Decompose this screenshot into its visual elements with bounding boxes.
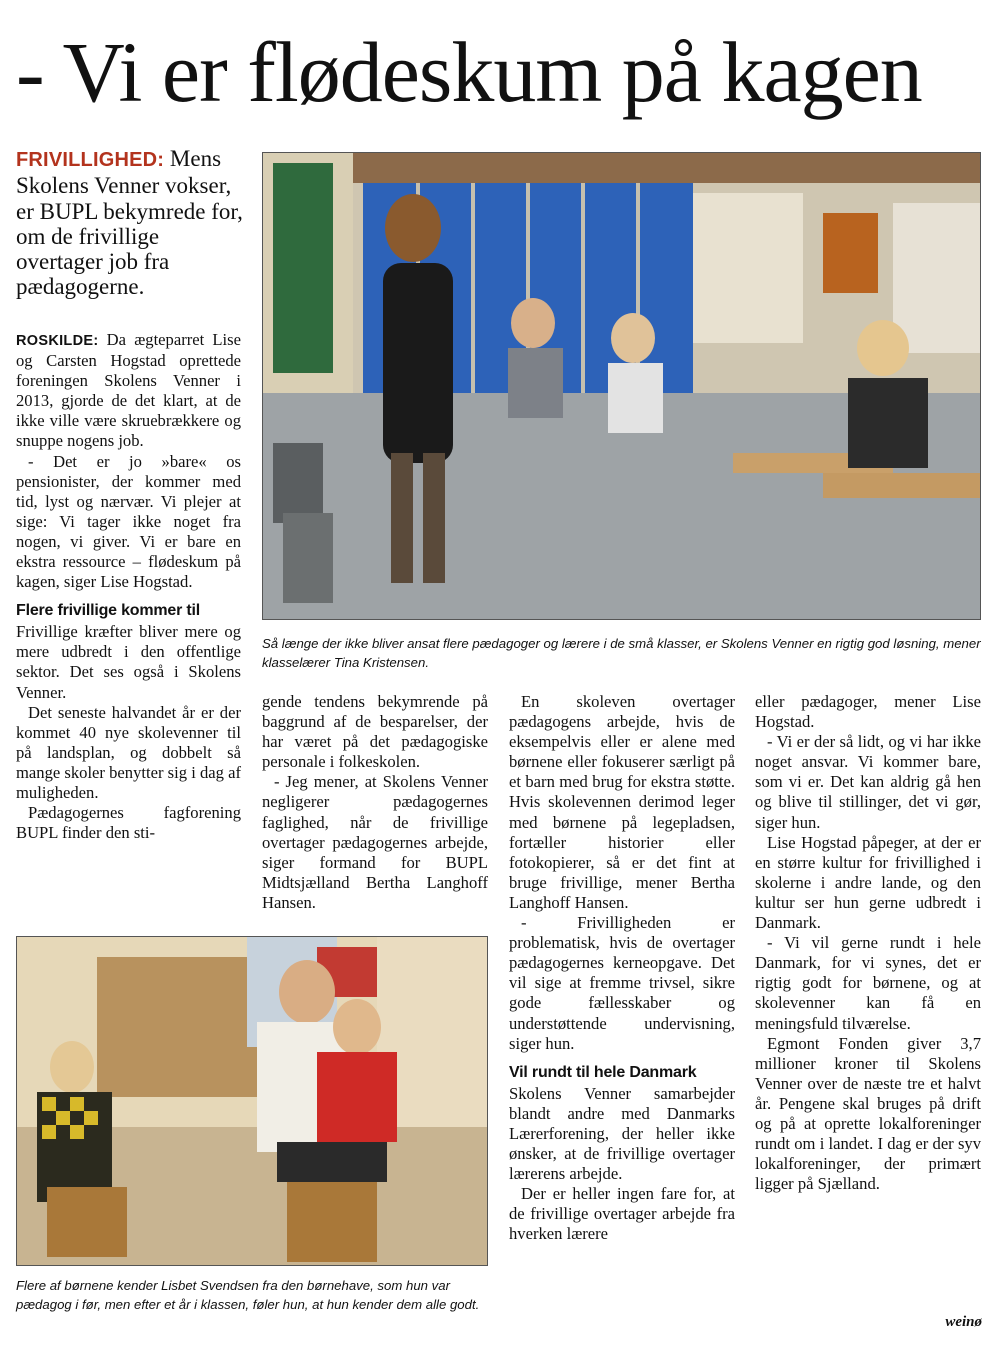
children-photo	[17, 937, 488, 1266]
column-4	[755, 692, 981, 1194]
paragraph: eller pædagoger, mener Lise Hogstad.	[755, 692, 981, 732]
paragraph: Da ægteparret Lise og Carsten Hogstad oprettede foreningen Skolens Venner i 2013, gjorde de det klart, at de ikke ville være skruebrækkere og snuppe nogens job.	[16, 330, 241, 451]
paragraph: gende tendens bekymrende på baggrund af de besparelser, der har været på det pædagogiske personale i folkeskolen.	[262, 692, 488, 772]
paragraph: - Vi er der så lidt, og vi har ikke noget ansvar. Vi kommer bare, som vi er. Det kan aldrig gå hen og blive til stillinger, det vi gør, siger hun.	[755, 732, 981, 832]
author-signature: weinø	[945, 1314, 982, 1330]
main-photo-caption: Så længe der ikke bliver ansat flere pædagoger og lærere i de små klasser, er Skolens Venner en rigtig god løsning, mener klasselærer Tina Kristensen.	[262, 636, 981, 670]
intro-text: Mens Skolens Venner vokser, er BUPL bekymrede for, om de frivillige overtager job fra pædagogerne.	[16, 146, 243, 300]
paragraph: Egmont Fonden giver 3,7 millioner kroner til Skolens Venner over de næste tre et halvt år. Pengene skal bruges på drift og på at oprette lokalforeninger rundt om i landet. I dag er der syv lokalforeninger, der primært ligger på Sjælland.	[755, 1033, 981, 1194]
second-photo-caption: Flere af børnene kender Lisbet Svendsen fra den børnehave, som hun var pædagog i før, men efter et år i klassen, føler hun, at hun kender dem alle godt.	[16, 1278, 480, 1312]
second-photo	[16, 936, 488, 1266]
subhead: Flere frivillige kommer til	[16, 602, 200, 620]
paragraph: Frivillige kræfter bliver mere og mere udbredt i den offentlige sektor. Det ses også i Skolens Venner.	[16, 622, 241, 702]
paragraph: - Vi vil gerne rundt i hele Danmark, for vi synes, det er rigtig godt for børnene, og at skolevenner kan få en meningsfuld tilværelse.	[755, 933, 981, 1033]
intro	[16, 146, 248, 300]
paragraph: Pædagogernes fagforening BUPL finder den sti-	[16, 803, 241, 843]
dateline: ROSKILDE:	[16, 333, 99, 349]
paragraph: En skoleven overtager pædagogens arbejde, hvis de eksempelvis eller er alene med børnene eller fokuserer særligt på et barn med brug for ekstra støtte. Hvis skolevennen derimod leger med børnene på legepladsen, fortæller historier eller fotokopierer, så er det fint at bruge frivillige, mener Bertha Langhoff Hansen.	[509, 692, 735, 912]
headline: - Vi er flødeskum på kagen	[16, 24, 922, 120]
paragraph: - Det er jo »bare« os pensionister, der kommer med tid, lyst og nærvær. Vi plejer at sige: Vi tager ikke noget fra nogen, vi giver. Vi er bare en ekstra ressource – flødeskum på kagen, siger Lise Hogstad.	[16, 451, 241, 592]
main-photo	[262, 152, 981, 620]
paragraph: Skolens Venner samarbejder blandt andre med Danmarks Lærerforening, der heller ikke ønsker, at de frivillige overtager lærerens arbejde.	[509, 1083, 735, 1184]
paragraph: - Jeg mener, at Skolens Venner negligerer pædagogernes faglighed, når de frivillige overtager pædagogernes arbejde, siger formand for BUPL Midtsjælland Bertha Langhoff Hansen.	[262, 772, 488, 912]
paragraph: Der er heller ingen fare for, at de frivillige overtager arbejde fra hverken lærere	[509, 1184, 735, 1244]
column-1	[16, 330, 241, 843]
kicker: FRIVILLIGHED:	[16, 149, 165, 171]
paragraph: Det seneste halvandet år er der kommet 40 nye skolevenner til på landsplan, og dobbelt så mange skoler benytter sig i dag af muligheden.	[16, 702, 241, 802]
classroom-photo	[263, 153, 981, 620]
paragraph: Lise Hogstad påpeger, at der er en større kultur for frivillighed i skolerne i andre lande, og den kultur ser hun gerne udbredt i Danmark.	[755, 832, 981, 933]
paragraph: - Frivilligheden er problematisk, hvis de overtager pædagogernes kerneopgave. Det vil sige at fremme trivsel, sikre gode fællesskaber og understøttende undervisning, siger hun.	[509, 913, 735, 1053]
column-3	[509, 692, 735, 1244]
subhead: Vil rundt til hele Danmark	[509, 1063, 697, 1081]
column-2	[262, 692, 488, 913]
